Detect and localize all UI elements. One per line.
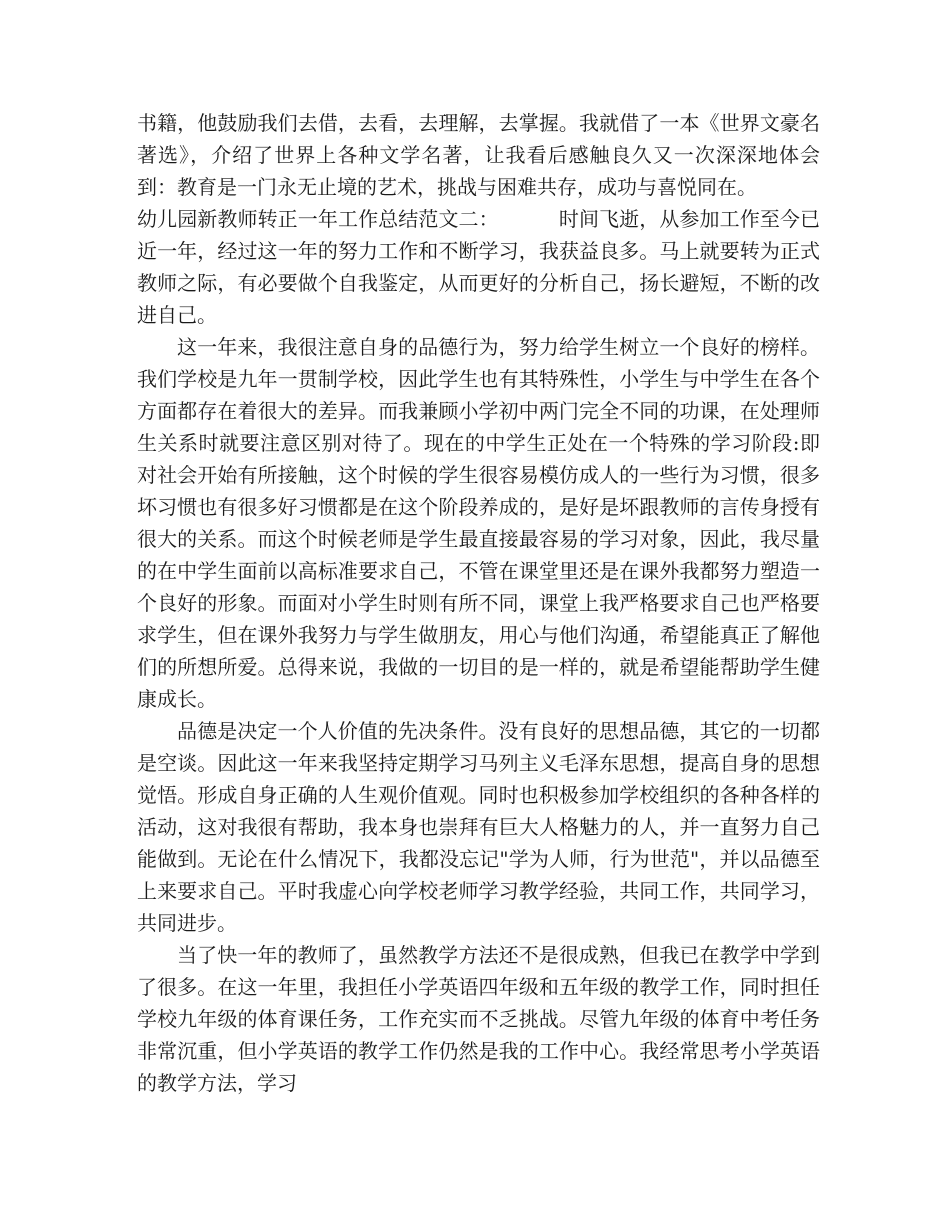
paragraph-intro-continuation: 书籍，他鼓励我们去借，去看，去理解，去掌握。我就借了一本《世界文豪名著选》，介绍了世界上各种文学名著，让我看后感触良久又一次深深地体会到：教育是一门永无止境的艺术，挑战与困难共存，成功与喜悦同在。 [137, 111, 820, 199]
paragraph-conduct: 这一年来，我很注意自身的品德行为，努力给学生树立一个良好的榜样。我们学校是九年一贯制学校，因此学生也有其特殊性，小学生与中学生在各个方面都存在着很大的差异。而我兼顾小学初中两门完全不同的功课，在处理师生关系时就要注意区别对待了。现在的中学生正处在一个特殊的学习阶段:即对社会开始有所接触，这个时候的学生很容易模仿成人的一些行为习惯，很多坏习惯也有很多好习惯都是在这个阶段养成的，是好是坏跟教师的言传身授有很大的关系。而这个时候老师是学生最直接最容易的学习对象，因此，我尽量的在中学生面前以高标准要求自己，不管在课堂里还是在课外我都努力塑造一个良好的形象。而面对小学生时则有所不同，课堂上我严格要求自己也严格要求学生，但在课外我努力与学生做朋友，用心与他们沟通，希望能真正了解他们的所想所爱。总得来说，我做的一切目的是一样的，就是希望能帮助学生健康成长。 [137, 335, 820, 711]
section-opening-text: 时间飞逝，从参加工作至今已近一年，经过这一年的努力工作和不断学习，我获益良多。马上就要转为正式教师之际，有必要做个自我鉴定，从而更好的分析自己，扬长避短，不断的改进自己。 [137, 207, 821, 327]
paragraph-teaching: 当了快一年的教师了，虽然教学方法还不是很成熟，但我已在教学中学到了很多。在这一年里，我担任小学英语四年级和五年级的教学工作，同时担任学校九年级的体育课任务，工作充实而不乏挑战。尽管九年级的体育中考任务非常沉重，但小学英语的教学工作仍然是我的工作中心。我经常思考小学英语的教学方法，学习 [137, 943, 820, 1095]
paragraph-second-sample [137, 203, 820, 331]
document-body [137, 107, 820, 1099]
paragraph-morality: 品德是决定一个人价值的先决条件。没有良好的思想品德，其它的一切都是空谈。因此这一年来我坚持定期学习马列主义毛泽东思想，提高自身的思想觉悟。形成自身正确的人生观价值观。同时也积极参加学校组织的各种各样的活动，这对我很有帮助，我本身也崇拜有巨大人格魅力的人，并一直努力自己能做到。无论在什么情况下，我都没忘记"学为人师，行为世范"，并以品德至上来要求自己。平时我虚心向学校老师学习教学经验，共同工作，共同学习，共同进步。 [137, 719, 820, 935]
section-heading: 幼儿园新教师转正一年工作总结范文二： [137, 207, 499, 231]
